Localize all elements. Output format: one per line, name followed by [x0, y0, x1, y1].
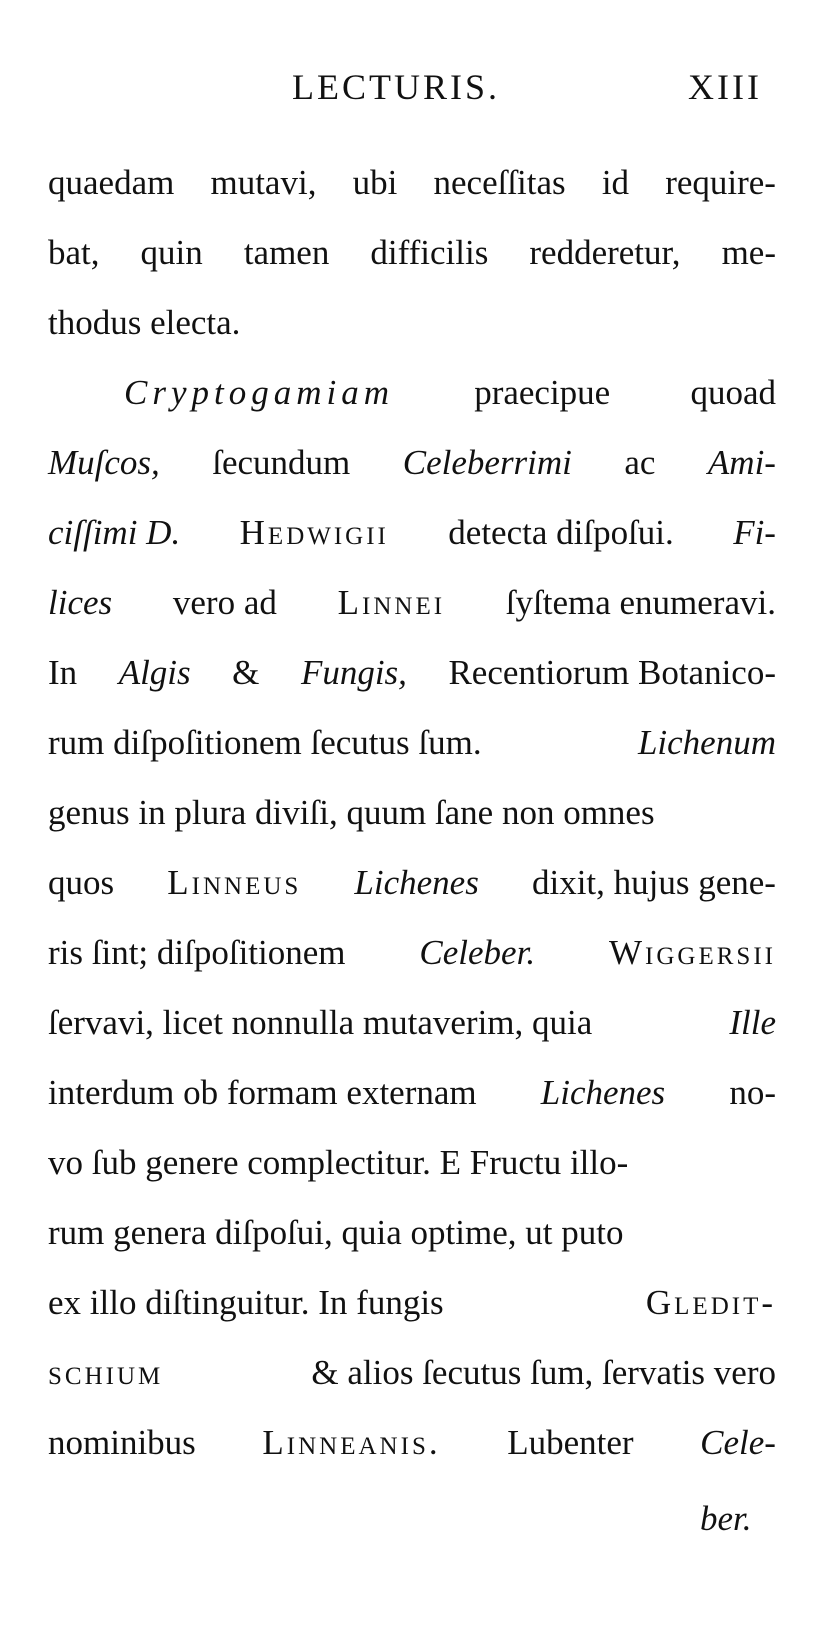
word: ubi [352, 163, 398, 202]
text-line [48, 1268, 776, 1338]
word: quos [48, 863, 115, 902]
text-run: ſyſtema enumeravi. [505, 583, 776, 622]
text-line [48, 428, 776, 498]
text-line [48, 1058, 776, 1128]
small-caps-name: schium [48, 1353, 164, 1392]
text-line [48, 1338, 776, 1408]
body-text [48, 148, 776, 1478]
emphasis: Celeber. [419, 933, 536, 972]
small-caps-name: Gledit- [645, 1283, 776, 1322]
emphasis: Algis [118, 653, 191, 692]
small-caps-name: Linneanis. [262, 1423, 441, 1462]
small-caps-name: Hedwigii [239, 513, 389, 552]
word: praecipue [474, 373, 611, 412]
text-run: vo ſub genere complectitur. E Fructu illo- [48, 1143, 629, 1182]
emphasis: Muſcos, [48, 443, 160, 482]
text-line [48, 148, 776, 218]
text-run: Recentiorum Botanico- [448, 653, 776, 692]
text-run: genus in plura diviſi, quum ſane non omnes [48, 793, 655, 832]
emphasis: Ami- [707, 443, 776, 482]
emphasis: Lichenes [540, 1073, 666, 1112]
text-line [48, 1198, 776, 1268]
text-run: rum diſpoſitionem ſecutus ſum. [48, 723, 482, 762]
word: no- [729, 1073, 776, 1112]
word: ac [624, 443, 656, 482]
word: bat, [48, 233, 100, 272]
small-caps-name: Wiggersii [609, 933, 776, 972]
text-run: dixit, hujus gene- [531, 863, 776, 902]
text-run: & alios ſecutus ſum, ſervatis vero [311, 1353, 776, 1392]
page-number: XIII [688, 67, 762, 107]
small-caps-name: Linneus [167, 863, 302, 902]
emphasis: Lichenum [637, 723, 776, 762]
running-head [0, 58, 830, 118]
text-line [48, 848, 776, 918]
text-line [48, 918, 776, 988]
text-line [48, 358, 776, 428]
text-line [48, 218, 776, 288]
word: nominibus [48, 1423, 196, 1462]
word: redderetur, [529, 233, 681, 272]
word: quaedam [48, 163, 175, 202]
text-run: detecta diſpoſui. [448, 513, 674, 552]
text-run: ſervavi, licet nonnulla mutaverim, quia [48, 1003, 593, 1042]
text-line [48, 638, 776, 708]
text-run: ris ſint; diſpoſitionem [48, 933, 346, 972]
text-line [48, 988, 776, 1058]
text-line [48, 568, 776, 638]
word: quin [140, 233, 203, 272]
text-run: thodus electa. [48, 303, 241, 342]
emphasis: Cryptogamiam [124, 373, 394, 412]
emphasis: ciſſimi D. [48, 513, 181, 552]
text-run: ex illo diſtinguitur. In fungis [48, 1283, 444, 1322]
word: require- [665, 163, 776, 202]
word: mutavi, [210, 163, 317, 202]
emphasis: Ille [729, 1003, 776, 1042]
text-line [48, 1408, 776, 1478]
emphasis: Lichenes [354, 863, 479, 902]
emphasis: lices [48, 583, 113, 622]
emphasis: Cele- [700, 1423, 776, 1462]
text-line [48, 708, 776, 778]
emphasis: Celeberrimi [402, 443, 572, 482]
text-line [48, 288, 776, 358]
running-title: LECTURIS. [292, 67, 501, 107]
word: quoad [690, 373, 776, 412]
word: difficilis [370, 233, 489, 272]
word: id [601, 163, 630, 202]
catchword: ber. [700, 1499, 752, 1538]
text-run: interdum ob formam externam [48, 1073, 477, 1112]
word: Lubenter [507, 1423, 634, 1462]
word: me- [721, 233, 776, 272]
word: ſecundum [212, 443, 351, 482]
text-line [48, 778, 776, 848]
word: neceſſitas [433, 163, 566, 202]
emphasis: Fi- [733, 513, 776, 552]
text-run: vero ad [172, 583, 277, 622]
text-line [48, 1128, 776, 1198]
emphasis: Fungis, [300, 653, 407, 692]
small-caps-name: Linnei [337, 583, 446, 622]
word: & [232, 653, 260, 692]
word: In [48, 653, 78, 692]
text-run: rum genera diſpoſui, quia optime, ut puto [48, 1213, 624, 1252]
word: tamen [243, 233, 330, 272]
text-line [48, 498, 776, 568]
